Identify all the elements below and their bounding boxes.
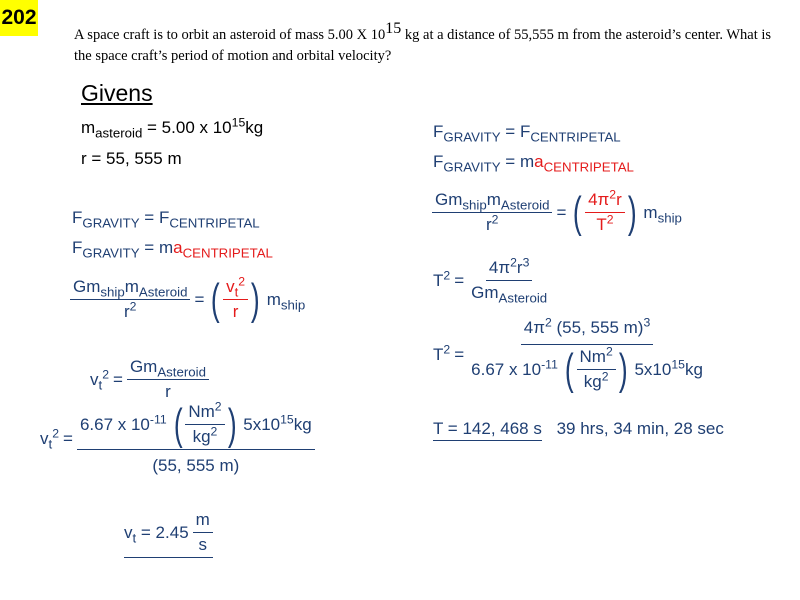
left-force-balance: $F_{GRAVITY} = F_{CENTRIPETAL}$: [72, 208, 260, 231]
slide-number: 202: [1, 6, 37, 29]
period-seconds: T = 142, 468 s: [433, 419, 542, 441]
left-gravity-centripetal-eq: $\frac{Gm_{ship}m_{Asteroid}}{r^2}$ = ( $\frac{v_t^2}{r}$ ) $m_{ship}$: [70, 277, 305, 322]
left-force-ma: $F_{GRAVITY} = ma_{CENTRIPETAL}$: [72, 238, 273, 261]
given-mass: $m_{asteroid} = 5.00$ x $10^{15}kg$: [81, 115, 264, 141]
velocity-result: $v_t = 2.45$ $\frac{m}{s}$: [124, 510, 213, 558]
right-force-balance: $F_{GRAVITY} = F_{CENTRIPETAL}$: [433, 122, 621, 145]
problem-text-1: A space craft is to orbit an asteroid of mass 5.00 X 10: [74, 27, 386, 43]
given-radius: r = 55, 555 m: [81, 149, 182, 168]
givens-title: Givens: [81, 80, 153, 106]
slide-number-badge: [0, 0, 38, 36]
right-period-substitution: $T^2$ = $4\pi^2$ (55, 555 m)$^3$ 6.67 x $10^{-11}$ ( $\frac{Nm^2}{kg^2}$ ) $5x10^{15}kg$: [433, 315, 703, 394]
problem-exponent: 15: [385, 20, 402, 37]
problem-text-2: kg at a distance of 55,555 m from the asteroid’s center. What is the space craft’s period of motion and orbital velocity?: [74, 27, 772, 64]
problem-statement: [74, 20, 774, 67]
left-velocity-formula: $v_t^2$ = $\frac{Gm_{Asteroid}}{r}$: [90, 357, 209, 402]
left-velocity-substitution: $v_t^2$ = 6.67 x $10^{-11}$ ( $\frac{Nm^2}{kg^2}$ ) $5x10^{15}kg$ (55, 555 m): [40, 402, 315, 476]
right-gravity-centripetal-eq: $\frac{Gm_{ship}m_{Asteroid}}{r^2}$ = ( $\frac{4\pi^2r}{T^2}$ ) $m_{ship}$: [432, 190, 682, 235]
right-period-formula: $T^2$ = $\frac{4\pi^2r^3}{Gm_{Asteroid}}$: [433, 255, 548, 306]
period-converted: 39 hrs, 34 min, 28 sec: [556, 419, 724, 438]
period-result: [433, 419, 724, 439]
right-force-ma: $F_{GRAVITY} = ma_{CENTRIPETAL}$: [433, 152, 634, 175]
